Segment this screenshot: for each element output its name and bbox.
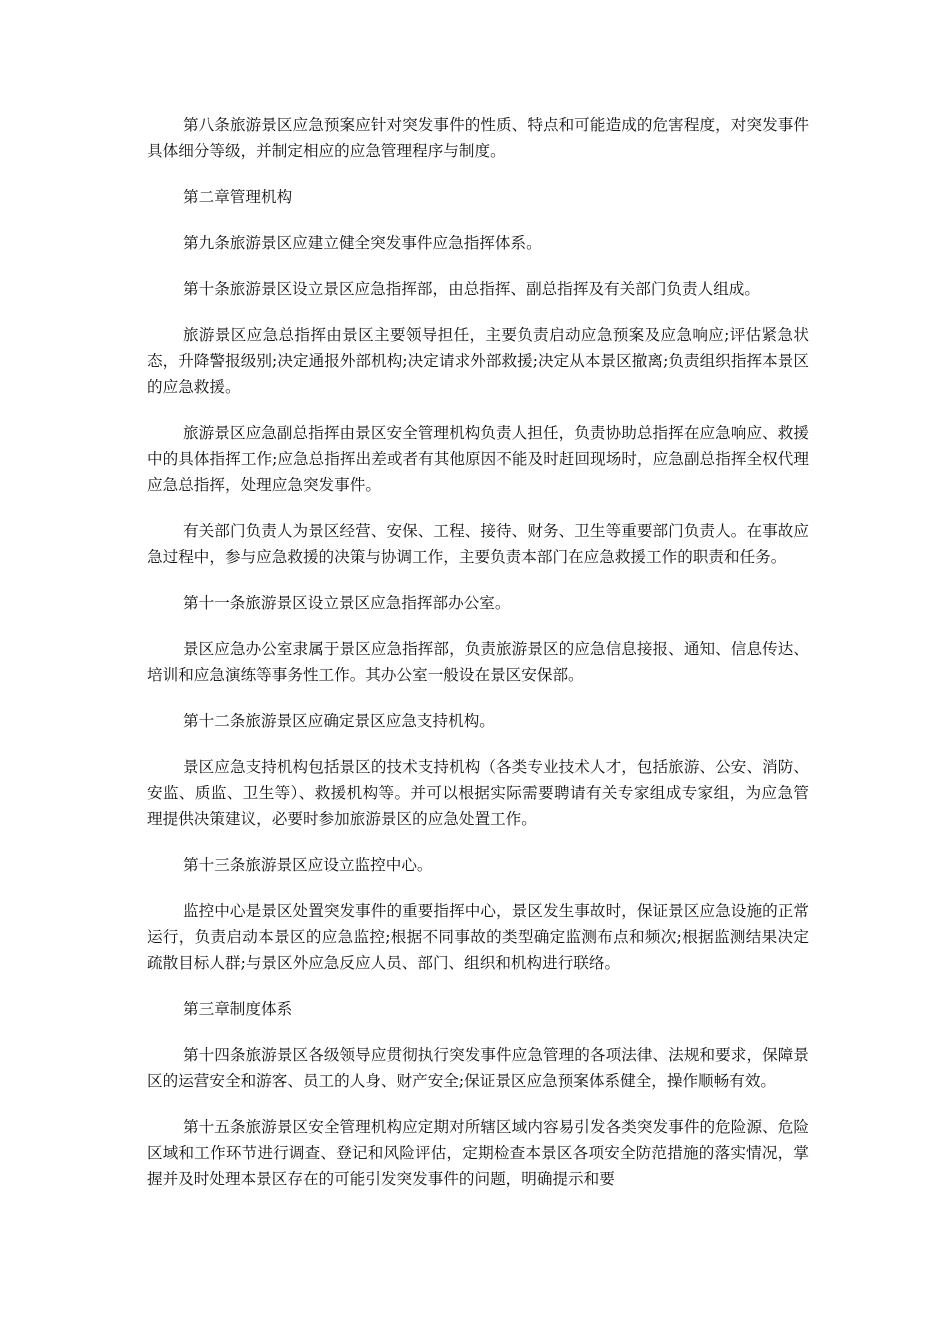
article-9-paragraph: 第九条旅游景区应建立健全突发事件应急指挥体系。 xyxy=(183,234,542,252)
document-body xyxy=(147,112,809,1212)
article-15-paragraph: 第十五条旅游景区安全管理机构应定期对所辖区域内容易引发各类突发事件的危险源、危险区域和工作环节进行调查、登记和风险评估，定期检查本景区各项安全防范措施的落实情况，掌握并及时处理本景区存在的可能引发突发事件的问题，明确提示和要 xyxy=(147,1118,809,1188)
article-10-paragraph: 第十条旅游景区设立景区应急指挥部，由总指挥、副总指挥及有关部门负责人组成。 xyxy=(183,280,760,298)
article-12-paragraph: 第十二条旅游景区应确定景区应急支持机构。 xyxy=(183,712,495,730)
chapter-3-heading: 第三章制度体系 xyxy=(183,1000,293,1018)
chapter-2-heading: 第二章管理机构 xyxy=(183,188,293,206)
chief-commander-paragraph: 旅游景区应急总指挥由景区主要领导担任，主要负责启动应急预案及应急响应;评估紧急状态，升降警报级别;决定通报外部机构;决定请求外部救援;决定从本景区撤离;负责组织指挥本景区的应急救援。 xyxy=(147,326,809,396)
support-agencies-paragraph: 景区应急支持机构包括景区的技术支持机构（各类专业技术人才，包括旅游、公安、消防、安监、质监、卫生等）、救援机构等。并可以根据实际需要聘请有关专家组成专家组，为应急管理提供决策建议，必要时参加旅游景区的应急处置工作。 xyxy=(147,758,809,828)
article-13-paragraph: 第十三条旅游景区应设立监控中心。 xyxy=(183,856,433,874)
article-11-paragraph: 第十一条旅游景区设立景区应急指挥部办公室。 xyxy=(183,594,511,612)
deputy-commander-paragraph: 旅游景区应急副总指挥由景区安全管理机构负责人担任，负责协助总指挥在应急响应、救援中的具体指挥工作;应急总指挥出差或者有其他原因不能及时赶回现场时，应急副总指挥全权代理应急总指挥，处理应急突发事件。 xyxy=(147,424,809,494)
monitoring-center-paragraph: 监控中心是景区处置突发事件的重要指挥中心，景区发生事故时，保证景区应急设施的正常运行，负责启动本景区的应急监控;根据不同事故的类型确定监测布点和频次;根据监测结果决定疏散目标人群;与景区外应急反应人员、部门、组织和机构进行联络。 xyxy=(147,902,809,972)
emergency-office-paragraph: 景区应急办公室隶属于景区应急指挥部，负责旅游景区的应急信息接报、通知、信息传达、培训和应急演练等事务性工作。其办公室一般设在景区安保部。 xyxy=(147,640,809,684)
department-heads-paragraph: 有关部门负责人为景区经营、安保、工程、接待、财务、卫生等重要部门负责人。在事故应急过程中，参与应急救援的决策与协调工作，主要负责本部门在应急救援工作的职责和任务。 xyxy=(147,522,809,566)
article-14-paragraph: 第十四条旅游景区各级领导应贯彻执行突发事件应急管理的各项法律、法规和要求，保障景区的运营安全和游客、员工的人身、财产安全;保证景区应急预案体系健全，操作顺畅有效。 xyxy=(147,1046,809,1090)
article-8-paragraph: 第八条旅游景区应急预案应针对突发事件的性质、特点和可能造成的危害程度，对突发事件具体细分等级，并制定相应的应急管理程序与制度。 xyxy=(147,116,809,160)
